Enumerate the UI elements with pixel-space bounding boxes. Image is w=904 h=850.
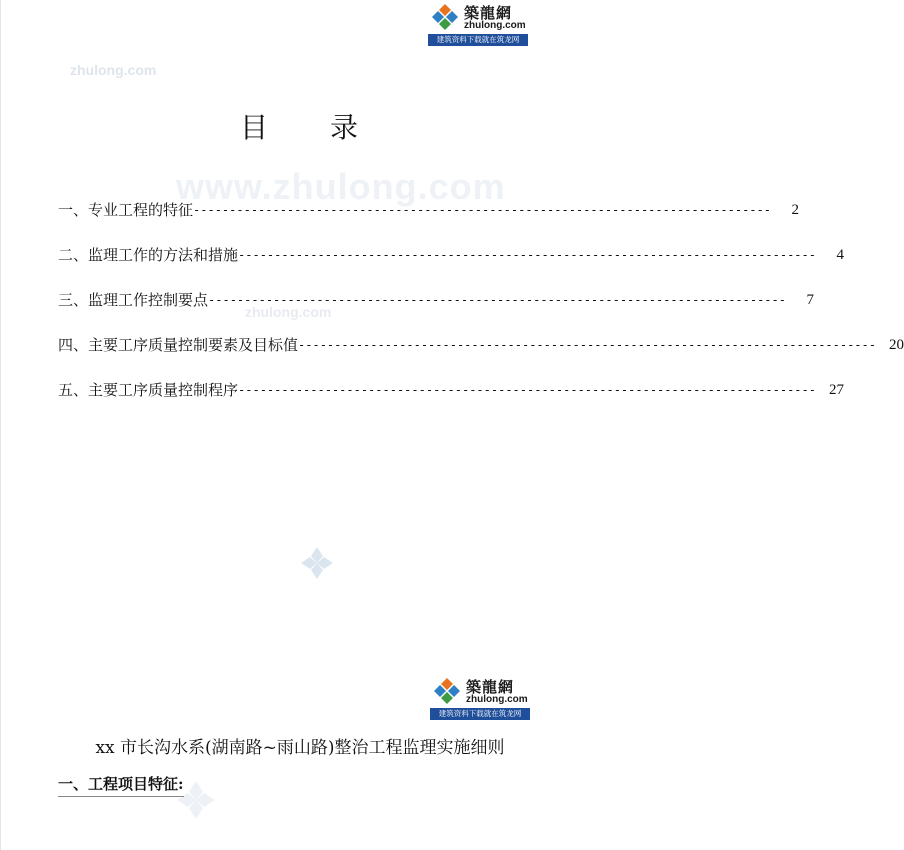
watermark-large: www.zhulong.com bbox=[176, 166, 506, 207]
toc-entry-label: 四、主要工序质量控制要素及目标值 bbox=[58, 336, 299, 354]
table-of-contents bbox=[58, 199, 904, 424]
toc-entry-label: 一、专业工程的特征 bbox=[58, 201, 194, 219]
snowflake-watermark-icon bbox=[300, 546, 334, 580]
toc-entry[interactable] bbox=[58, 334, 904, 379]
zhulong-emblem-icon bbox=[430, 2, 460, 32]
toc-entry-page: 2 bbox=[791, 202, 799, 218]
toc-entry-label: 三、监理工作控制要点 bbox=[58, 291, 209, 309]
watermark-mid: zhulong.com bbox=[245, 304, 332, 320]
document-title: xx 市长沟水系(湖南路~雨山路)整治工程监理实施细则 bbox=[95, 738, 505, 758]
logo-name: 築龍網 bbox=[466, 678, 515, 696]
toc-entry-page: 4 bbox=[836, 247, 844, 263]
toc-leader: -------------------------------------------------------------------------------- bbox=[298, 338, 876, 352]
toc-entry[interactable] bbox=[58, 244, 844, 289]
logo-top-panel bbox=[430, 675, 530, 708]
logo-slogan: 建筑资料下载就在筑龙网 bbox=[430, 708, 530, 720]
logo-site: zhulong.com bbox=[466, 694, 528, 705]
section-heading: 一、工程项目特征: bbox=[58, 773, 184, 797]
logo-name: 築龍網 bbox=[464, 4, 513, 22]
toc-title bbox=[0, 106, 600, 146]
toc-leader: -------------------------------------------------------------------------------- bbox=[193, 203, 771, 217]
logo-slogan: 建筑资料下载就在筑龙网 bbox=[428, 34, 528, 46]
toc-entry-page: 27 bbox=[828, 382, 844, 398]
watermark-small: zhulong.com bbox=[70, 62, 157, 78]
toc-leader: -------------------------------------------------------------------------------- bbox=[238, 248, 816, 262]
toc-entry[interactable] bbox=[58, 199, 799, 244]
logo-top-panel bbox=[428, 1, 528, 34]
zhulong-logo-bottom bbox=[430, 675, 530, 721]
toc-entry-label: 五、主要工序质量控制程序 bbox=[58, 381, 239, 399]
zhulong-emblem-icon bbox=[432, 676, 462, 706]
zhulong-logo-top bbox=[428, 1, 528, 47]
toc-leader: -------------------------------------------------------------------------------- bbox=[208, 293, 786, 307]
toc-entry-label: 二、监理工作的方法和措施 bbox=[58, 246, 239, 264]
toc-entry[interactable] bbox=[58, 379, 844, 424]
toc-entry-page: 7 bbox=[806, 292, 814, 308]
toc-title-char-1: 目 bbox=[239, 111, 270, 144]
toc-title-char-2: 录 bbox=[330, 111, 361, 144]
toc-entry-page: 20 bbox=[888, 337, 904, 353]
logo-site: zhulong.com bbox=[464, 20, 526, 31]
toc-entry[interactable] bbox=[58, 289, 814, 334]
toc-leader: -------------------------------------------------------------------------------- bbox=[238, 383, 816, 397]
